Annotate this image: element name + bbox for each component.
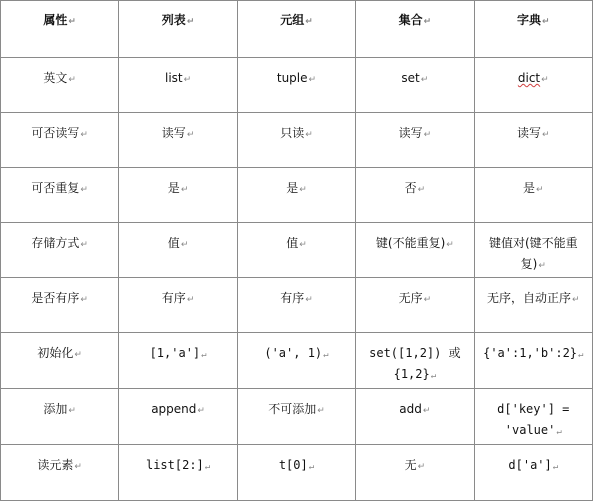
- table-row: [1, 389, 593, 445]
- row-label-text: 英文: [43, 71, 68, 85]
- row-label: [1, 58, 119, 113]
- table-row: [1, 333, 593, 389]
- table-cell: [356, 389, 474, 445]
- paragraph-mark-icon: ↵: [422, 406, 431, 416]
- cell-text: list[2:]: [145, 458, 204, 472]
- cell-text: 否: [404, 181, 417, 195]
- paragraph-mark-icon: ↵: [305, 295, 313, 305]
- paragraph-mark-icon: ↵: [420, 75, 429, 85]
- cell-text: 键(不能重复): [375, 236, 446, 250]
- table-cell: [237, 223, 355, 278]
- paragraph-mark-icon: ↵: [80, 240, 88, 250]
- paragraph-mark-icon: ↵: [423, 17, 432, 27]
- row-label-text: 存储方式: [31, 236, 80, 250]
- paragraph-mark-icon: ↵: [180, 185, 189, 195]
- header-text: 集合: [398, 13, 423, 27]
- paragraph-mark-icon: ↵: [542, 130, 550, 140]
- paragraph-mark-icon: ↵: [186, 17, 195, 27]
- paragraph-mark-icon: ↵: [423, 130, 432, 140]
- cell-text: 是: [286, 181, 299, 195]
- paragraph-mark-icon: ↵: [204, 462, 211, 472]
- table-cell: [119, 445, 237, 501]
- cell-text: 无序，自动正序: [487, 291, 572, 305]
- paragraph-mark-icon: ↵: [183, 75, 192, 85]
- table-cell: [474, 445, 592, 501]
- table-cell: [474, 168, 592, 223]
- paragraph-mark-icon: ↵: [74, 462, 82, 472]
- table-cell: [474, 113, 592, 168]
- table-cell: [356, 445, 474, 501]
- table-cell: [356, 58, 474, 113]
- cell-text: 有序: [161, 291, 186, 305]
- paragraph-mark-icon: ↵: [541, 75, 549, 85]
- paragraph-mark-icon: ↵: [417, 185, 426, 195]
- row-label-text: 可否重复: [31, 181, 80, 195]
- table-row: [1, 445, 593, 501]
- paragraph-mark-icon: ↵: [305, 130, 313, 140]
- cell-text: 读写: [398, 126, 423, 140]
- row-label-text: 添加: [43, 402, 68, 416]
- cell-text: ('a', 1): [264, 346, 323, 360]
- table-cell: [356, 113, 474, 168]
- paragraph-mark-icon: ↵: [180, 240, 189, 250]
- cell-text: 是: [523, 181, 536, 195]
- row-label: [1, 168, 119, 223]
- table-row: [1, 58, 593, 113]
- row-label: [1, 389, 119, 445]
- table-row: [1, 223, 593, 278]
- table-cell: [356, 333, 474, 389]
- cell-text: 值: [167, 236, 180, 250]
- table-cell: [119, 389, 237, 445]
- paragraph-mark-icon: ↵: [552, 462, 559, 472]
- paragraph-mark-icon: ↵: [430, 371, 437, 381]
- row-label: [1, 445, 119, 501]
- cell-text: {'a':1,'b':2}: [483, 346, 578, 360]
- cell-text: append: [151, 402, 197, 416]
- table-cell: [356, 223, 474, 278]
- table-row: [1, 278, 593, 333]
- cell-text: set: [401, 71, 420, 85]
- paragraph-mark-icon: ↵: [201, 350, 207, 360]
- cell-text: d['key'] = 'value': [497, 402, 570, 437]
- cell-text: 无: [404, 458, 417, 472]
- cell-text: set([1,2]) 或 {1,2}: [369, 346, 461, 381]
- cell-text: add: [399, 402, 422, 416]
- paragraph-mark-icon: ↵: [80, 295, 88, 305]
- cell-text: 键值对(键不能重复): [488, 236, 578, 271]
- table-cell: [119, 223, 237, 278]
- paragraph-mark-icon: ↵: [299, 240, 307, 250]
- cell-text: 有序: [280, 291, 305, 305]
- table-cell: [237, 445, 355, 501]
- paragraph-mark-icon: ↵: [423, 295, 432, 305]
- header-cell-list: [119, 1, 237, 58]
- table-cell: [119, 333, 237, 389]
- header-text: 属性: [43, 13, 68, 27]
- cell-text: 只读: [280, 126, 305, 140]
- row-label: [1, 333, 119, 389]
- cell-text: dict: [517, 71, 541, 85]
- row-label-text: 可否读写: [31, 126, 80, 140]
- paragraph-mark-icon: ↵: [446, 240, 454, 250]
- cell-text: list: [165, 71, 183, 85]
- cell-text: [1,'a']: [149, 346, 201, 360]
- table-cell: [474, 58, 592, 113]
- table-cell: [237, 278, 355, 333]
- paragraph-mark-icon: ↵: [317, 406, 325, 416]
- table-cell: [119, 113, 237, 168]
- table-cell: [237, 168, 355, 223]
- cell-text: tuple: [276, 71, 308, 85]
- cell-text: 是: [167, 181, 180, 195]
- row-label: [1, 113, 119, 168]
- paragraph-mark-icon: ↵: [308, 75, 317, 85]
- cell-text: 不可添加: [268, 402, 317, 416]
- cell-text: 无序: [398, 291, 423, 305]
- paragraph-mark-icon: ↵: [68, 17, 76, 27]
- table-cell: [474, 223, 592, 278]
- header-cell-dict: [474, 1, 592, 58]
- paragraph-mark-icon: ↵: [572, 295, 580, 305]
- row-label: [1, 223, 119, 278]
- paragraph-mark-icon: ↵: [538, 261, 546, 271]
- paragraph-mark-icon: ↵: [80, 130, 88, 140]
- cell-text: 值: [286, 236, 299, 250]
- table-cell: [237, 113, 355, 168]
- table-cell: [237, 389, 355, 445]
- header-row: [1, 1, 593, 58]
- paragraph-mark-icon: ↵: [536, 185, 544, 195]
- paragraph-mark-icon: ↵: [578, 350, 584, 360]
- header-cell-set: [356, 1, 474, 58]
- table-row: [1, 168, 593, 223]
- paragraph-mark-icon: ↵: [299, 185, 307, 195]
- paragraph-mark-icon: ↵: [197, 406, 205, 416]
- table-cell: [356, 168, 474, 223]
- paragraph-mark-icon: ↵: [186, 130, 195, 140]
- table-cell: [119, 58, 237, 113]
- row-label-text: 是否有序: [31, 291, 80, 305]
- table-cell: [474, 333, 592, 389]
- table-cell: [237, 58, 355, 113]
- header-cell-tuple: [237, 1, 355, 58]
- paragraph-mark-icon: ↵: [308, 462, 315, 472]
- table-cell: [474, 278, 592, 333]
- table-cell: [237, 333, 355, 389]
- paragraph-mark-icon: ↵: [556, 427, 562, 437]
- paragraph-mark-icon: ↵: [186, 295, 195, 305]
- header-text: 列表: [161, 13, 186, 27]
- table-cell: [119, 168, 237, 223]
- cell-text: 读写: [161, 126, 186, 140]
- row-label: [1, 278, 119, 333]
- paragraph-mark-icon: ↵: [80, 185, 88, 195]
- cell-text: t[0]: [278, 458, 308, 472]
- table-row: [1, 113, 593, 168]
- paragraph-mark-icon: ↵: [323, 350, 329, 360]
- paragraph-mark-icon: ↵: [305, 17, 313, 27]
- table-cell: [119, 278, 237, 333]
- header-text: 字典: [517, 13, 542, 27]
- paragraph-mark-icon: ↵: [417, 462, 426, 472]
- paragraph-mark-icon: ↵: [542, 17, 550, 27]
- paragraph-mark-icon: ↵: [68, 406, 76, 416]
- header-cell-property: [1, 1, 119, 58]
- cell-text: d['a']: [508, 458, 552, 472]
- table-cell: [356, 278, 474, 333]
- paragraph-mark-icon: ↵: [68, 75, 76, 85]
- cell-text: 读写: [517, 126, 542, 140]
- header-text: 元组: [280, 13, 305, 27]
- row-label-text: 读元素: [37, 458, 74, 472]
- paragraph-mark-icon: ↵: [74, 350, 82, 360]
- table-cell: [474, 389, 592, 445]
- row-label-text: 初始化: [37, 346, 74, 360]
